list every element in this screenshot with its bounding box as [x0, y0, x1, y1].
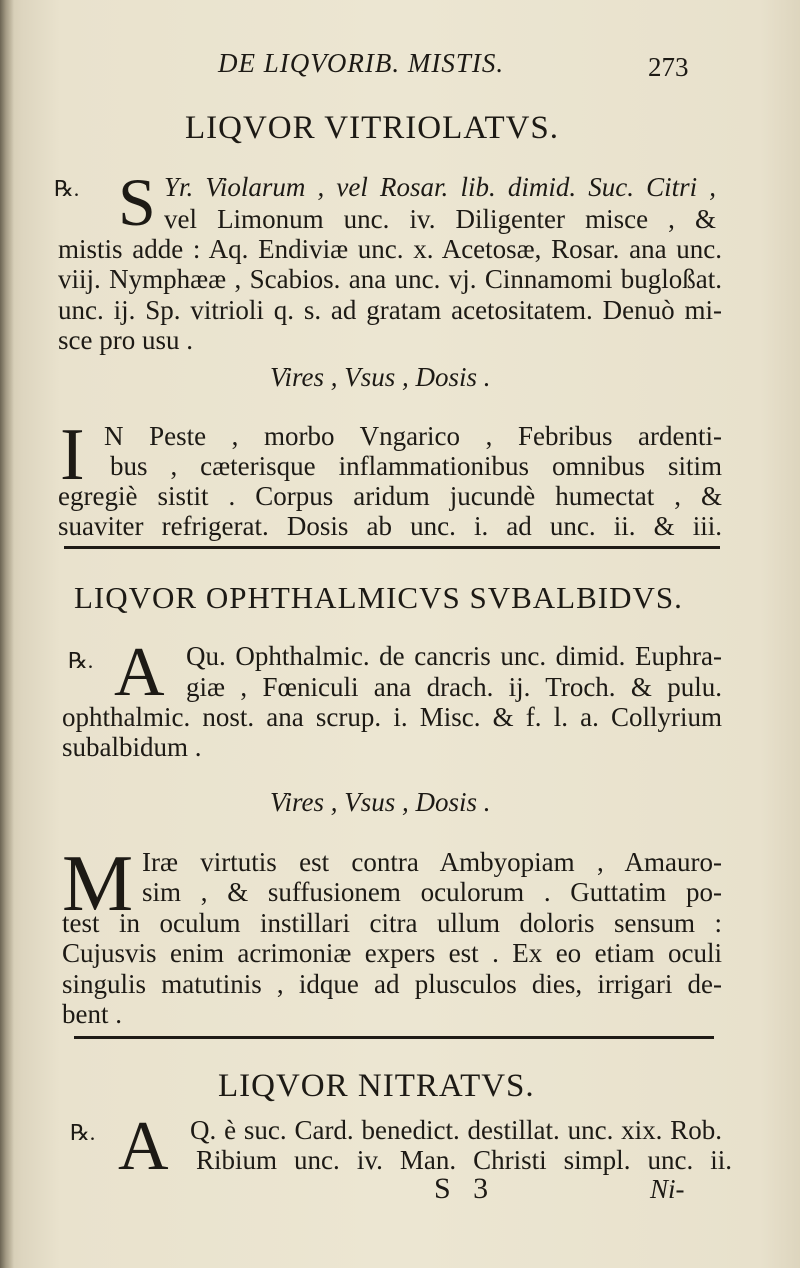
running-head: DE LIQVORIB. MISTIS.: [218, 48, 505, 78]
dropcap-m: M: [62, 840, 134, 928]
section-divider: [64, 546, 720, 549]
use-line: singulis matutinis , idque ad plusculos dies, irrigari de-: [62, 969, 722, 999]
page-number: 273: [648, 52, 689, 82]
gutter-shadow: [0, 0, 14, 1268]
use-line: bus , cæterisque inflammationibus omnibus sitim: [110, 451, 722, 481]
recipe-line: sce pro usu .: [58, 325, 193, 355]
dropcap-s: S: [118, 164, 156, 240]
use-line: test in oculum instillari citra ullum doloris sensum :: [62, 908, 722, 938]
recipe-line: ophthalmic. nost. ana scrup. i. Misc. & f. l. a. Collyrium: [62, 702, 722, 732]
recipe-line: Qu. Ophthalmic. de cancris unc. dimid. Euphra-: [186, 641, 722, 671]
subhead-vires-usus-dosis: Vires , Vsus , Dosis .: [270, 787, 491, 817]
use-line: suaviter refrigerat. Dosis ab unc. i. ad unc. ii. & iii.: [58, 511, 722, 541]
recipe-line: mistis adde : Aq. Endiviæ unc. x. Acetosæ, Rosar. ana unc.: [58, 234, 722, 264]
recipe-line: viij. Nymphææ , Scabios. ana unc. vj. Cinnamomi bugloßat.: [58, 264, 722, 294]
use-line: egregiè sistit . Corpus aridum jucundè humectat , &: [58, 481, 722, 511]
dropcap-i: I: [60, 414, 85, 496]
use-line: sim , & suffusionem oculorum . Guttatim po-: [142, 877, 722, 907]
recipe-symbol: ℞.: [54, 176, 80, 201]
use-line: Iræ virtutis est contra Ambyopiam , Amauro-: [142, 847, 722, 877]
recipe-line: Yr. Violarum , vel Rosar. lib. dimid. Suc. Citri ,: [164, 172, 716, 202]
use-line: bent .: [62, 999, 122, 1029]
recipe-line: giæ , Fœniculi ana drach. ij. Troch. & pulu.: [186, 672, 722, 702]
section-divider: [74, 1036, 714, 1039]
signature-mark: S 3: [434, 1172, 489, 1205]
section-title-vitriolatus: LIQVOR VITRIOLATVS.: [185, 110, 560, 146]
recipe-symbol: ℞.: [68, 648, 94, 673]
use-line: N Peste , morbo Vngarico , Febribus ardenti-: [104, 421, 722, 451]
recipe-line: vel Limonum unc. iv. Diligenter misce , &: [164, 204, 716, 234]
section-title-ophthalmicus: LIQVOR OPHTHALMICVS SVBALBIDVS.: [74, 580, 683, 615]
recipe-line: subalbidum .: [62, 732, 202, 762]
use-line: Cujusvis enim acrimoniæ expers est . Ex eo etiam oculi: [62, 938, 722, 968]
recipe-line: Ribium unc. iv. Man. Christi simpl. unc. ii.: [196, 1145, 732, 1175]
recipe-symbol: ℞.: [70, 1120, 96, 1145]
dropcap-a: A: [114, 634, 165, 711]
dropcap-a: A: [118, 1108, 169, 1185]
catchword: Ni-: [650, 1174, 685, 1204]
subhead-vires-usus-dosis: Vires , Vsus , Dosis .: [270, 362, 491, 392]
recipe-line: unc. ij. Sp. vitrioli q. s. ad gratam acetositatem. Denuò mi-: [58, 295, 722, 325]
recipe-line: Q. è suc. Card. benedict. destillat. unc. xix. Rob.: [190, 1115, 722, 1145]
section-title-nitratus: LIQVOR NITRATVS.: [218, 1068, 535, 1104]
